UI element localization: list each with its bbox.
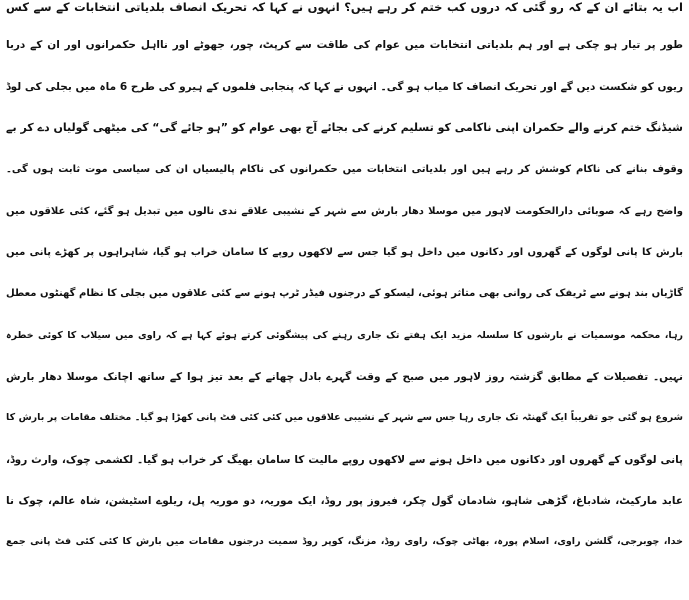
article-line-6: واضح رہے کہ صوبائی دارالحکومت لاہور میں موسلا دھار بارش سے شہر کے نشیبی علاقے ندی نالوں میں تبدیل ہو گئے، کئی علاقوں میں [6, 206, 683, 217]
article-line-1: اب یہ بتائے ان کے کہ رو گئی کہ دروں کب ختم کر رہے ہیں؟ انہوں نے کہا کہ تحریک انصاف بلدیاتی انتخابات کے سے کس [6, 0, 683, 14]
article-line-3: ریوں کو شکست دیں گے اور تحریک انصاف کا میاب ہو گی۔ انہوں نے کہا کہ پنجابی فلموں کے ہیرو کی طرح 6 ماہ میں بجلی کی لوڈ [6, 81, 683, 93]
article-line-10: نہیں۔ تفصیلات کے مطابق گزشتہ روز لاہور میں صبح کے وقت گہرے بادل چھانے کے بعد تیز ہوا کے ساتھ اچانک موسلا دھار بارش [6, 371, 683, 383]
article-line-11: شروع ہو گئی جو تقریباً ایک گھنٹہ تک جاری رہا جس سے شہر کے نشیبی علاقوں میں کئی کئی فٹ پانی کھڑا ہو گیا۔ مختلف مقامات پر بارش کا [6, 412, 683, 423]
article-line-5: وقوف بنانے کی ناکام کوشش کر رہے ہیں اور بلدیاتی انتخابات میں حکمرانوں کی ناکام پالیسیاں ان کی سیاسی موت ثابت ہوں گی۔ [6, 164, 683, 175]
article-line-12: پانی لوگوں کے گھروں اور دکانوں میں داخل ہونے سے لاکھوں روپے مالیت کا سامان بھیگ کر خراب ہو گیا۔ لکشمی چوک، وارث روڈ، [6, 454, 683, 466]
article-line-13: عابد مارکیٹ، شادباغ، گڑھی شاہو، شادمان گول چکر، فیروز پور روڈ، ایک موریہ، دو موریہ پل، ریلوے اسٹیشن، شاہ عالم، چوک نا [6, 495, 683, 507]
article-line-4: شیڈنگ ختم کرنے والے حکمران اپنی ناکامی کو تسلیم کرنے کی بجائے آج بھی عوام کو ”ہو جائے گی“ کی میٹھی گولیاں دے کر بے [6, 121, 683, 134]
article-line-7: بارش کا پانی لوگوں کے گھروں اور دکانوں میں داخل ہو گیا جس سے لاکھوں روپے کا سامان خراب ہو گیا، شاہراہوں پر کھڑے پانی میں [6, 247, 683, 258]
article-line-9: رہا، محکمہ موسمیات نے بارشوں کا سلسلہ مزید ایک ہفتے تک جاری رہنے کی پیشگوئی کرتے ہوئے کہا ہے کہ راوی میں سیلاب کا کوئی خطرہ [6, 330, 683, 341]
article-line-2: طور پر تیار ہو چکی ہے اور ہم بلدیاتی انتخابات میں عوام کی طاقت سے کرپٹ، چور، جھوٹے اور نااہل حکمرانوں اور ان کے دربا [6, 39, 683, 51]
article-line-14: خدا، چوبرجی، گلشن راوی، اسلام پورہ، بھاٹی چوک، راوی روڈ، مزنگ، کوپر روڈ سمیت درجنوں مقامات میں بارش کا کئی کئی فٹ پانی جمع [6, 536, 683, 547]
article-line-8: گاڑیاں بند ہونے سے ٹریفک کی روانی بھی متاثر ہوئی، لیسکو کے درجنوں فیڈر ٹرپ ہونے سے کئی علاقوں میں بجلی کا نظام گھنٹوں معطل [6, 288, 683, 299]
